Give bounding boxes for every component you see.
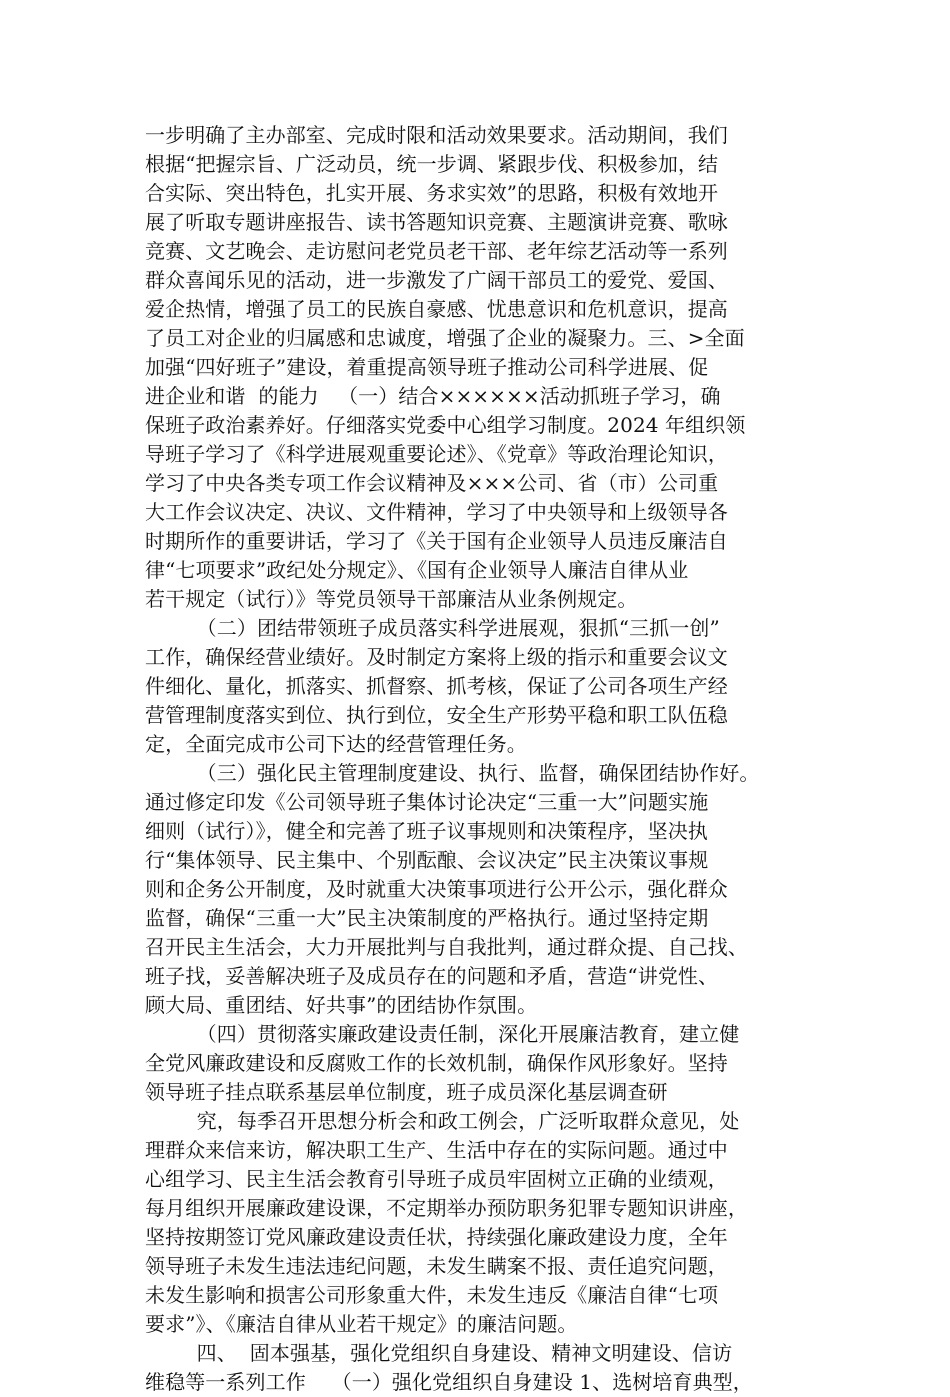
text-line: （三）强化民主管理制度建设、执行、监督，确保团结协作好。 bbox=[145, 761, 760, 785]
text-line: 则和企务公开制度，及时就重大决策事项进行公开公示，强化群众 bbox=[145, 877, 728, 901]
text-line: 顾大局、重团结、好共事”的团结协作氛围。 bbox=[145, 993, 538, 1017]
text-line: 竞赛、文艺晚会、走访慰问老党员老干部、老年综艺活动等一系列 bbox=[145, 239, 728, 263]
text-line: 坚持按期签订党风廉政建设责任状，持续强化廉政建设力度，全年 bbox=[145, 1225, 728, 1249]
text-line: 通过修定印发《公司领导班子集体讨论决定“三重一大”问题实施 bbox=[145, 790, 709, 814]
text-line: 根据“把握宗旨、广泛动员，统一步调、紧跟步伐、积极参加，结 bbox=[145, 152, 719, 176]
text-line: 召开民主生活会，大力开展批判与自我批判，通过群众提、自己找、 bbox=[145, 935, 748, 959]
text-line: 行“集体领导、民主集中、个别酝酿、会议决定”民主决策议事规 bbox=[145, 848, 709, 872]
document-body bbox=[145, 121, 825, 1397]
text-line: 一步明确了主办部室、完成时限和活动效果要求。活动期间，我们 bbox=[145, 123, 728, 147]
text-line: 展了听取专题讲座报告、读书答题知识竞赛、主题演讲竞赛、歌咏 bbox=[145, 210, 728, 234]
text-line: 心组学习、民主生活会教育引导班子成员牢固树立正确的业绩观， bbox=[145, 1167, 728, 1191]
text-line: 加强“四好班子”建设，着重提高领导班子推动公司科学进展、促 bbox=[145, 355, 709, 379]
text-line: 保班子政治素养好。仔细落实党委中心组学习制度。2024 年组织领 bbox=[145, 413, 746, 437]
text-line: 爱企热情，增强了员工的民族自豪感、忧患意识和危机意识，提高 bbox=[145, 297, 728, 321]
text-line: 领导班子挂点联系基层单位制度，班子成员深化基层调查研 bbox=[145, 1080, 668, 1104]
text-line: 时期所作的重要讲话，学习了《关于国有企业领导人员违反廉洁自 bbox=[145, 529, 728, 553]
text-line: 合实际、突出特色，扎实开展、务求实效”的思路，积极有效地开 bbox=[145, 181, 719, 205]
text-line: 群众喜闻乐见的活动，进一步激发了广阔干部员工的爱党、爱国、 bbox=[145, 268, 728, 292]
text-line: 导班子学习了《科学进展观重要论述》、《党章》等政治理论知识， bbox=[145, 442, 728, 466]
text-line: 未发生影响和损害公司形象重大件，未发生违反《廉洁自律“七项 bbox=[145, 1283, 719, 1307]
text-line: 工作，确保经营业绩好。及时制定方案将上级的指示和重要会议文 bbox=[145, 645, 728, 669]
text-line: 每月组织开展廉政建设课，不定期举办预防职务犯罪专题知识讲座， bbox=[145, 1196, 748, 1220]
text-line: 件细化、量化，抓落实、抓督察、抓考核，保证了公司各项生产经 bbox=[145, 674, 728, 698]
text-line: 究，每季召开思想分析会和政工例会，广泛听取群众意见，处 bbox=[145, 1109, 740, 1133]
text-line: 四、 固本强基，强化党组织自身建设、精神文明建设、信访 bbox=[145, 1341, 733, 1365]
text-line: 理群众来信来访，解决职工生产、生活中存在的实际问题。通过中 bbox=[145, 1138, 728, 1162]
text-line: 细则（试行）》，健全和完善了班子议事规则和决策程序，坚决执 bbox=[145, 819, 708, 843]
text-line: 定，全面完成市公司下达的经营管理任务。 bbox=[145, 732, 527, 756]
text-line: 进企业和谐 的能力 （一）结合××××××活动抓班子学习，确 bbox=[145, 384, 721, 408]
text-line: 要求”》、《廉洁自律从业若干规定》的廉洁问题。 bbox=[145, 1312, 578, 1336]
text-line: 大工作会议决定、决议、文件精神，学习了中央领导和上级领导各 bbox=[145, 500, 728, 524]
text-line: （四）贯彻落实廉政建设责任制，深化开展廉洁教育，建立健 bbox=[145, 1022, 740, 1046]
text-line: 学习了中央各类专项工作会议精神及×××公司、省（市）公司重 bbox=[145, 471, 719, 495]
text-line: 全党风廉政建设和反腐败工作的长效机制，确保作风形象好。坚持 bbox=[145, 1051, 728, 1075]
text-line: 了员工对企业的归属感和忠诚度，增强了企业的凝聚力。三、>全面 bbox=[145, 326, 745, 350]
text-line: （二）团结带领班子成员落实科学进展观，狠抓“三抓一创” bbox=[145, 616, 720, 640]
text-line: 监督，确保“三重一大”民主决策制度的严格执行。通过坚持定期 bbox=[145, 906, 709, 930]
text-line: 营管理制度落实到位、执行到位，安全生产形势平稳和职工队伍稳 bbox=[145, 703, 728, 727]
text-line: 领导班子未发生违法违纪问题，未发生瞒案不报、责任追究问题， bbox=[145, 1254, 728, 1278]
text-line: 维稳等一系列工作 （一）强化党组织自身建设 1、选树培育典型， bbox=[145, 1370, 753, 1394]
text-line: 律“七项要求”政纪处分规定》、《国有企业领导人廉洁自律从业 bbox=[145, 558, 689, 582]
text-line: 班子找，妥善解决班子及成员存在的问题和矛盾，营造“讲党性、 bbox=[145, 964, 719, 988]
text-line: 若干规定（试行）》等党员领导干部廉洁从业条例规定。 bbox=[145, 587, 638, 611]
